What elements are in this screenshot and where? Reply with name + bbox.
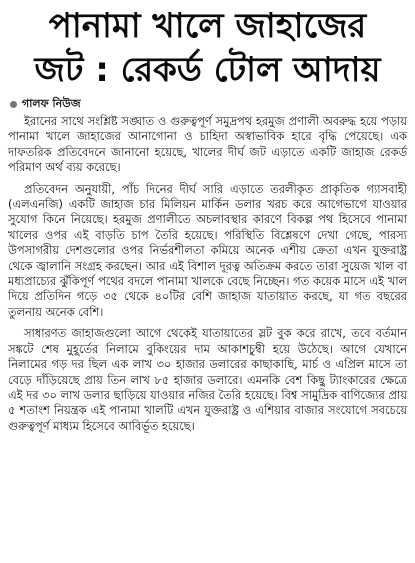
paragraph-3: সাধারণত জাহাজগুলো আগে থেকেই যাতায়াতের স্লট বুক করে রাখে, তবে বর্তমান সঙ্কটে শেষ মুহূর্তের নিলামে বুকিংয়ের দাম আকাশচুম্বী হয়ে উঠেছে। আগে যেখানে নিলামের গড় দর ছিল এক লাখ ৩০ হাজার ডলারের কাছাকাছি, মার্চ ও এপ্রিল মাসে তা বেড়ে দাঁড়িয়েছে প্রায় তিন লাখ ৮৫ হাজার ডলারে। এমনকি বেশ কিছু ট্যাংকারের ক্ষেত্রে এই দর ৩০ লাখ ডলার ছাড়িয়ে যাওয়ার নজির তৈরি হয়েছে। বিশ্ব সামুদ্রিক বাণিজ্যের প্রায় ৫ শতাংশ নিয়ন্ত্রক এই পানামা খালটি এখন যুক্তরাষ্ট্র ও এশিয়ার বাজার সংযোগে সবচেয়ে গুরুত্বপূর্ণ মাধ্যম হিসেবে আবির্ভূত হয়েছে। [8,326,407,433]
headline-line-2: জট : রেকর্ড টোল আদায় [34,50,381,90]
paragraph-2: প্রতিবেদন অনুযায়ী, পাঁচ দিনের দীর্ঘ সারি এড়াতে তরলীকৃত প্রাকৃতিক গ্যাসবাহী (এলএনজি) একটি জাহাজ চার মিলিয়ন মার্কিন ডলার খরচ করে আগেভাগে যাওয়ার সুযোগ কিনে নিয়েছে। হরমুজ প্রণালীতে অচলাবস্থার কারণে বিকল্প পথ হিসেবে পানামা খালের ওপর এই বাড়তি চাপ তৈরি হয়েছে। পরিস্থিতি বিশ্লেষণে দেখা গেছে, পারস্য উপসাগরীয় দেশগুলোর ওপর নির্ভরশীলতা কমিয়ে অনেক এশীয় ক্রেতা এখন যুক্তরাষ্ট্র থেকে জ্বালানি সংগ্রহ করছেন। আর এই বিশাল দূরত্ব অতিক্রম করতে তারা সুয়েজ খাল বা মধ্যপ্রাচ্যের ঝুঁকিপূর্ণ পথের বদলে পানামা খালকে বেছে নিচ্ছেন। গত কয়েক মাসে এই খাল দিয়ে প্রতিদিন গড়ে ৩৫ থেকে ৪০টির বেশি জাহাজ যাতায়াত করছে, যা গত বছরের তুলনায় অনেক বেশি। [8,181,407,319]
headline [8,4,407,92]
paragraph-1: ইরানের সাথে সংশ্লিষ্ট সঙ্ঘাত ও গুরুত্বপূর্ণ সমুদ্রপথ হরমুজ প্রণালী অবরুদ্ধ হয়ে পড়ায় পানামা খালে জাহাজের আনাগোনা ও চাহিদা অস্বাভাবিক হারে বৃদ্ধি পেয়েছে। এক দাফতরিক প্রতিবেদনে জানানো হয়েছে, খালের দীর্ঘ জট এড়াতে একটি জাহাজ রেকর্ড পরিমাণ অর্থ ব্যয় করেছে। [8,114,407,175]
article-body [8,114,407,434]
bullet-dot-icon [10,101,17,108]
news-source: গালফ নিউজ [22,96,81,110]
headline-line-1: পানামা খালে জাহাজের [48,6,367,46]
byline [8,96,407,112]
